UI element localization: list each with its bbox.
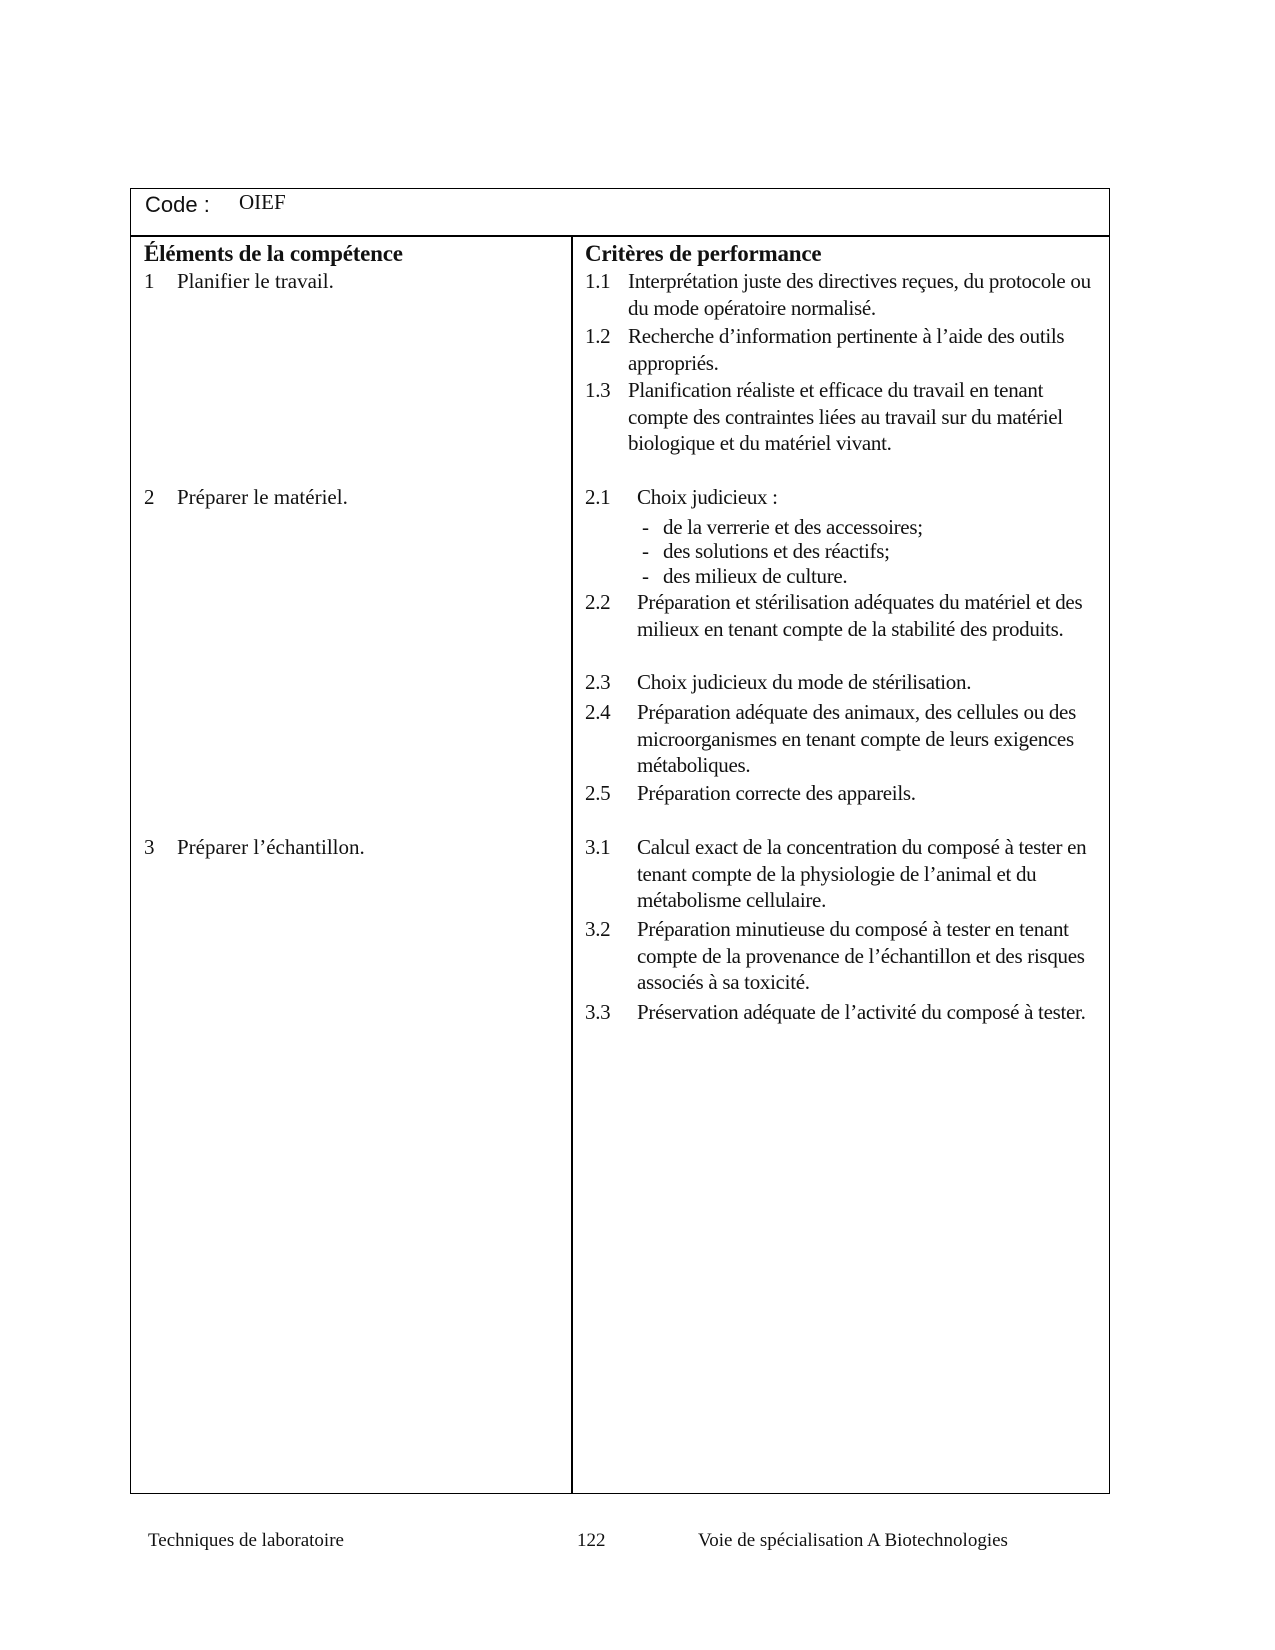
criterion-number: 1.3: [585, 378, 611, 402]
criteria-heading: Critères de performance: [585, 241, 822, 266]
criterion-text: Recherche d’information pertinente à l’aide des outils appropriés.: [628, 324, 1065, 375]
element-number: 1: [144, 269, 155, 293]
footer-program: Techniques de laboratoire: [148, 1530, 344, 1551]
criterion-number: 3.3: [585, 1000, 611, 1024]
criterion-text: Choix judicieux du mode de stérilisation.: [637, 670, 972, 694]
column-divider: [571, 237, 573, 1493]
criterion-text: Préparation adéquate des animaux, des cellules ou des microorganismes en tenant compte de leurs exigences métaboliques.: [637, 700, 1076, 777]
criterion-number: 3.2: [585, 917, 611, 941]
footer-page-number: 122: [577, 1530, 606, 1551]
criterion-number: 2.4: [585, 700, 611, 724]
element-number: 2: [144, 485, 155, 509]
competence-table: [130, 188, 1110, 1494]
code-row: [131, 189, 1109, 237]
criteria-column: [585, 239, 1100, 1024]
criterion-number: 2.5: [585, 781, 611, 805]
elements-column: [144, 239, 559, 859]
element-number: 3: [144, 835, 155, 859]
criterion-number: 2.1: [585, 485, 611, 509]
criterion-number: 1.2: [585, 324, 611, 348]
criterion-text: Calcul exact de la concentration du composé à tester en tenant compte de la physiologie de l’animal et du métabolisme cellulaire.: [637, 835, 1087, 912]
criterion-text: Planification réaliste et efficace du travail en tenant compte des contraintes liées au travail sur du matériel biologique et du matériel vivant.: [628, 378, 1063, 455]
criterion-number: 2.3: [585, 670, 611, 694]
dash-bullet: -: [642, 539, 649, 563]
sub-item-text: des solutions et des réactifs;: [663, 539, 890, 563]
criterion-number: 1.1: [585, 269, 611, 293]
dash-bullet: -: [642, 564, 649, 588]
element-text: Planifier le travail.: [177, 269, 334, 293]
sub-item-text: des milieux de culture.: [663, 564, 848, 588]
sub-item-text: de la verrerie et des accessoires;: [663, 515, 923, 539]
footer-specialization: Voie de spécialisation A Biotechnologies: [698, 1530, 1008, 1551]
criterion-text: Préparation correcte des appareils.: [637, 781, 916, 805]
criterion-text: Choix judicieux :: [637, 485, 778, 509]
criterion-text: Interprétation juste des directives reçues, du protocole ou du mode opératoire normalisé.: [628, 269, 1091, 320]
elements-heading: Éléments de la compétence: [144, 241, 403, 266]
criterion-text: Préservation adéquate de l’activité du composé à tester.: [637, 1000, 1086, 1024]
dash-bullet: -: [642, 515, 649, 539]
code-label: Code :: [145, 192, 210, 217]
code-value: OIEF: [239, 190, 286, 214]
element-text: Préparer le matériel.: [177, 485, 348, 509]
criterion-text: Préparation minutieuse du composé à tester en tenant compte de la provenance de l’échantillon et des risques associés à sa toxicité.: [637, 917, 1085, 994]
element-text: Préparer l’échantillon.: [177, 835, 365, 859]
criterion-text: Préparation et stérilisation adéquates du matériel et des milieux en tenant compte de la stabilité des produits.: [637, 590, 1083, 641]
criterion-number: 2.2: [585, 590, 611, 614]
criterion-number: 3.1: [585, 835, 611, 859]
